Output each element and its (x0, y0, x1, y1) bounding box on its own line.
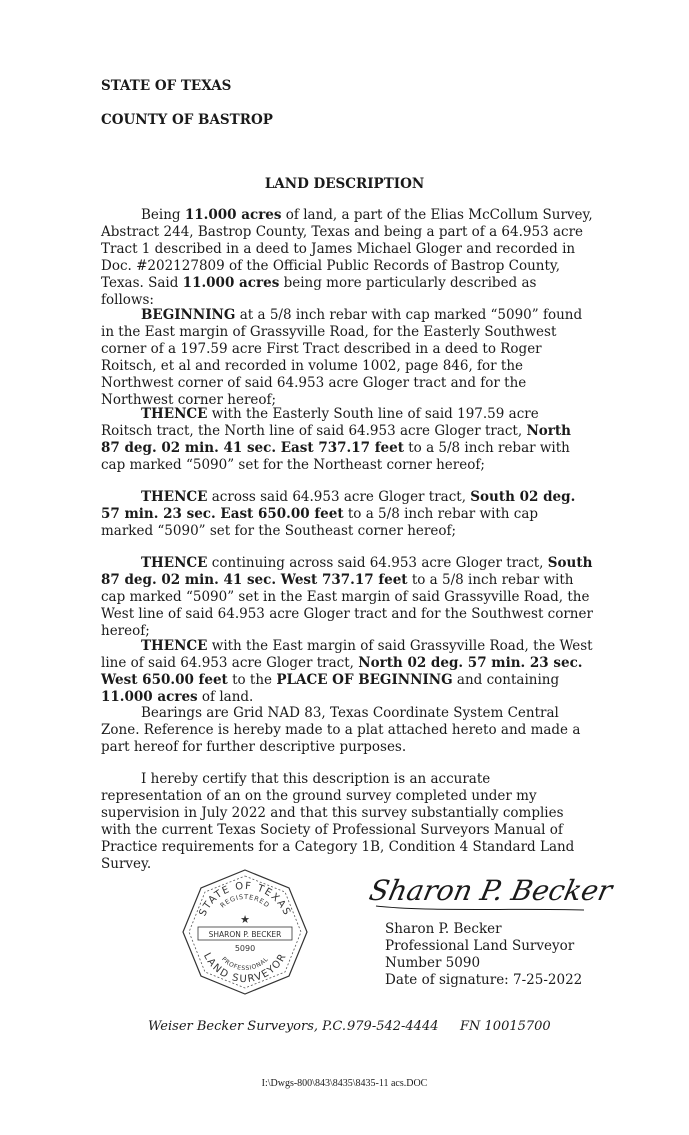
county-heading: COUNTY OF BASTROP (101, 112, 273, 128)
handwritten-signature (366, 862, 616, 922)
beginning-paragraph (101, 307, 593, 409)
call-paragraph-2 (101, 489, 593, 540)
call-paragraph-1 (101, 406, 593, 474)
footer-phone: 979-542-4444 (347, 1019, 439, 1034)
call-paragraph-3 (101, 555, 593, 640)
seal-name: SHARON P. BECKER (208, 930, 282, 939)
text-run: being more particularly described as follows: (101, 275, 537, 308)
seal-bottom-text: LAND SURVEYOR (200, 951, 290, 986)
bold-text-run: THENCE (141, 406, 208, 422)
bold-text-run: 11.000 acres (101, 689, 198, 705)
bold-text-run: North 02 deg. 57 min. 23 sec. West 650.00 feet (101, 655, 583, 688)
document-title: LAND DESCRIPTION (264, 176, 425, 192)
text-run: at a 5/8 inch rebar with cap marked “5090” found in the East margin of Grassyville Road, for the Easterly Southwest corner of a 197.59 acre First Tract described in a deed to Roger Roitsch, et al and recorded in volume 1002, page 846, for the Northwest corner of said 64.953 acre Gloger tract and for the Northwest corner hereof; (101, 307, 583, 408)
star-icon: ★ (240, 913, 250, 926)
bearings-paragraph (101, 705, 593, 756)
signature-block (385, 921, 582, 989)
text-run: continuing across said 64.953 acre Gloger tract, (207, 555, 548, 571)
surveyor-title: Professional Land Surveyor (385, 938, 575, 954)
state-heading: STATE OF TEXAS (101, 78, 232, 94)
call-paragraph-4 (101, 638, 593, 706)
bold-text-run: North 87 deg. 02 min. 41 sec. East 737.17 feet (101, 423, 571, 456)
text-run: with the Easterly South line of said 197.59 acre Roitsch tract, the North line of said 64.953 acre Gloger tract, (101, 406, 539, 439)
seal-number: 5090 (234, 944, 256, 953)
text-run: of land. (197, 689, 254, 705)
intro-paragraph (101, 207, 593, 309)
text-run: with the East margin of said Grassyville Road, the West line of said 64.953 acre Gloger tract, (101, 638, 593, 671)
file-path: I:\Dwgs-800\843\8435\8435-11 acs.DOC (261, 1078, 428, 1089)
surveyor-name: Sharon P. Becker (385, 921, 502, 937)
text-run: and containing (452, 672, 560, 688)
signature-script: Sharon P. Becker (366, 874, 616, 907)
text-run: Bearings are Grid NAD 83, Texas Coordinate System Central Zone. Reference is hereby made to a plat attached hereto and made a part hereof for further descriptive purposes. (101, 705, 581, 755)
bold-text-run: South 87 deg. 02 min. 41 sec. West 737.17 feet (101, 555, 593, 588)
text-run: to a 5/8 inch rebar with cap marked “5090” set for the Northeast corner hereof; (101, 440, 570, 473)
bold-text-run: THENCE (141, 555, 208, 571)
text-run: Being (141, 207, 185, 223)
text-run: I hereby certify that this description is an accurate representation of an on the ground survey completed under my supervision in July 2022 and that this survey substantially complies with the current Texas Society of Professional Surveyors Manual of Practice requirements for a Category 1B, Condition 4 Standard Land Survey. (101, 771, 575, 872)
footer-file-number: FN 10015700 (460, 1019, 551, 1034)
text-run: to the (227, 672, 277, 688)
bold-text-run: South 02 deg. 57 min. 23 sec. East 650.00 feet (101, 489, 576, 522)
bold-text-run: 11.000 acres (184, 207, 282, 223)
bold-text-run: PLACE OF BEGINNING (276, 672, 453, 688)
signature-date: Date of signature: 7-25-2022 (385, 972, 583, 988)
bold-text-run: THENCE (141, 489, 208, 505)
bold-text-run: THENCE (141, 638, 208, 654)
surveyor-seal (180, 867, 310, 997)
svg-text:PROFESSIONAL (220, 956, 270, 972)
footer-company: Weiser Becker Surveyors, P.C. (148, 1019, 347, 1034)
seal-registered-text: REGISTERED (218, 892, 272, 910)
text-run: of land, a part of the Elias McCollum Survey, Abstract 244, Bastrop County, Texas and being a part of a 64.953 acre Tract 1 described in a deed to James Michael Gloger and recorded in Doc. #202127809 of the Official Public Records of Bastrop County, Texas. Said (101, 207, 593, 291)
bold-text-run: 11.000 acres (182, 275, 280, 291)
certification-paragraph (101, 771, 593, 873)
surveyor-number: Number 5090 (385, 955, 481, 971)
bold-text-run: BEGINNING (141, 307, 236, 323)
text-run: to a 5/8 inch rebar with cap marked “5090” set in the East margin of said Grassyville Road, the West line of said 64.953 acre Gloger tract and for the Southwest corner hereof; (101, 572, 593, 639)
seal-top-text: STATE OF TEXAS (197, 880, 293, 919)
text-run: across said 64.953 acre Gloger tract, (207, 489, 471, 505)
text-run: to a 5/8 inch rebar with cap marked “5090” set for the Southeast corner hereof; (101, 506, 539, 539)
seal-professional-text: PROFESSIONAL (220, 955, 270, 973)
